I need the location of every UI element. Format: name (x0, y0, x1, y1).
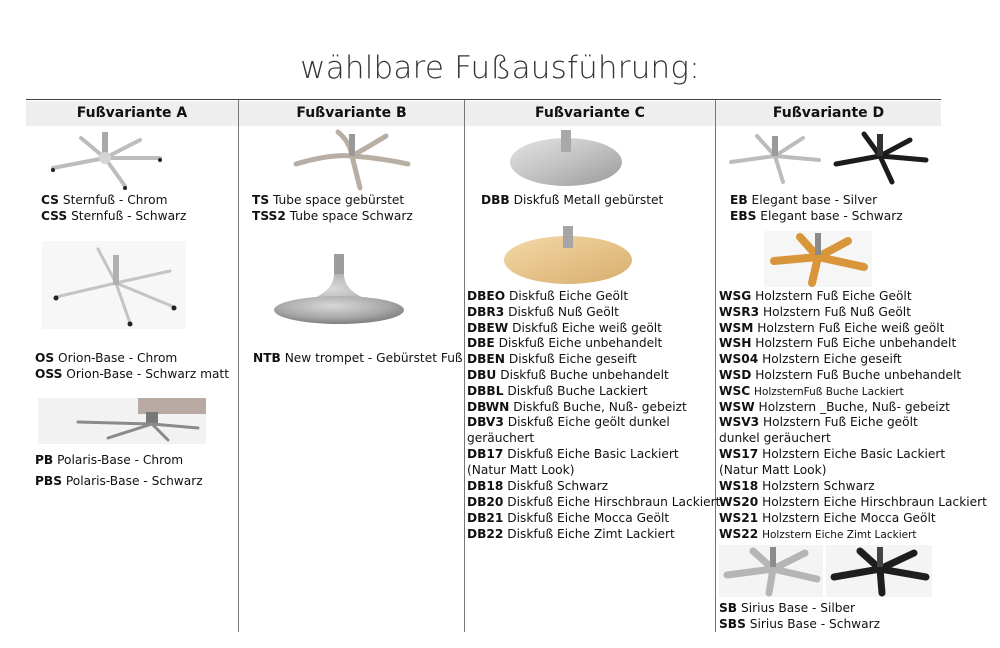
column-header-b: Fußvariante B (239, 101, 464, 126)
list-item: DBB Diskfuß Metall gebürstet (481, 193, 664, 207)
elegant-base-black-image (832, 130, 930, 186)
list-item: WSW Holzstern _Buche, Nuß- gebeizt (719, 400, 950, 414)
trumpet-base-image (268, 250, 410, 330)
list-item: CS Sternfuß - Chrom (41, 193, 168, 207)
list-item: PBS Polaris-Base - Schwarz (35, 474, 203, 488)
page-title: wählbare Fußausführung: (300, 50, 700, 86)
disc-base-metal-image (508, 128, 626, 188)
tube-space-base-image (290, 128, 414, 192)
list-item: DB20 Diskfuß Eiche Hirschbraun Lackiert (467, 495, 721, 509)
list-item: WSM Holzstern Fuß Eiche weiß geölt (719, 321, 945, 335)
list-item: WSV3 Holzstern Fuß Eiche geölt (719, 415, 918, 429)
list-item: DBU Diskfuß Buche unbehandelt (467, 368, 669, 382)
star-base-chrome-image (45, 128, 167, 194)
wood-star-base-image (764, 231, 872, 287)
list-item: WS22 Holzstern Eiche Zimt Lackiert (719, 527, 917, 541)
list-item: DBWN Diskfuß Buche, Nuß- gebeizt (467, 400, 687, 414)
elegant-base-silver-image (727, 130, 823, 186)
list-item: SBS Sirius Base - Schwarz (719, 617, 881, 631)
list-item: WSH Holzstern Fuß Eiche unbehandelt (719, 336, 957, 350)
list-item-continuation: (Natur Matt Look) (467, 463, 575, 477)
list-item: DB18 Diskfuß Schwarz (467, 479, 608, 493)
disc-base-oak-image (502, 224, 634, 286)
list-item: DBEW Diskfuß Eiche weiß geölt (467, 321, 662, 335)
list-item-continuation: dunkel geräuchert (719, 431, 831, 445)
list-item: WS17 Holzstern Eiche Basic Lackiert (719, 447, 946, 461)
list-item: DB21 Diskfuß Eiche Mocca Geölt (467, 511, 670, 525)
column-header-a: Fußvariante A (26, 101, 238, 126)
polaris-base-chrome-image (38, 398, 206, 444)
orion-base-chrome-image (42, 241, 186, 329)
list-item: WS04 Holzstern Eiche geseift (719, 352, 902, 366)
list-item: OSS Orion-Base - Schwarz matt (35, 367, 229, 381)
list-item: WSC HolzsternFuß Buche Lackiert (719, 384, 904, 398)
list-item: NTB New trompet - Gebürstet Fuß (253, 351, 463, 365)
list-item: WSD Holzstern Fuß Buche unbehandelt (719, 368, 962, 382)
column-divider (238, 100, 239, 632)
list-item-continuation: geräuchert (467, 431, 535, 445)
column-header-d: Fußvariante D (716, 101, 941, 126)
list-item-continuation: (Natur Matt Look) (719, 463, 827, 477)
list-item: PB Polaris-Base - Chrom (35, 453, 184, 467)
list-item: CSS Sternfuß - Schwarz (41, 209, 187, 223)
list-item: DBEN Diskfuß Eiche geseift (467, 352, 637, 366)
list-item: DBV3 Diskfuß Eiche geölt dunkel (467, 415, 670, 429)
list-item: DB17 Diskfuß Eiche Basic Lackiert (467, 447, 679, 461)
list-item: WSG Holzstern Fuß Eiche Geölt (719, 289, 912, 303)
table-top-rule (26, 99, 941, 100)
column-divider (464, 100, 465, 632)
sirius-base-silver-image (719, 545, 823, 597)
column-divider (715, 100, 716, 632)
sirius-base-black-image (826, 545, 932, 597)
list-item: WS18 Holzstern Schwarz (719, 479, 875, 493)
list-item: EB Elegant base - Silver (730, 193, 878, 207)
list-item: WSR3 Holzstern Fuß Nuß Geölt (719, 305, 911, 319)
list-item: TS Tube space gebürstet (252, 193, 405, 207)
list-item: DBEO Diskfuß Eiche Geölt (467, 289, 629, 303)
list-item: DBE Diskfuß Eiche unbehandelt (467, 336, 663, 350)
list-item: DBBL Diskfuß Buche Lackiert (467, 384, 648, 398)
list-item: SB Sirius Base - Silber (719, 601, 855, 615)
list-item: OS Orion-Base - Chrom (35, 351, 178, 365)
list-item: WS21 Holzstern Eiche Mocca Geölt (719, 511, 936, 525)
list-item: TSS2 Tube space Schwarz (252, 209, 413, 223)
list-item: DBR3 Diskfuß Nuß Geölt (467, 305, 619, 319)
list-item: EBS Elegant base - Schwarz (730, 209, 903, 223)
list-item: DB22 Diskfuß Eiche Zimt Lackiert (467, 527, 675, 541)
list-item: WS20 Holzstern Eiche Hirschbraun Lackiert (719, 495, 987, 509)
column-header-c: Fußvariante C (465, 101, 715, 126)
